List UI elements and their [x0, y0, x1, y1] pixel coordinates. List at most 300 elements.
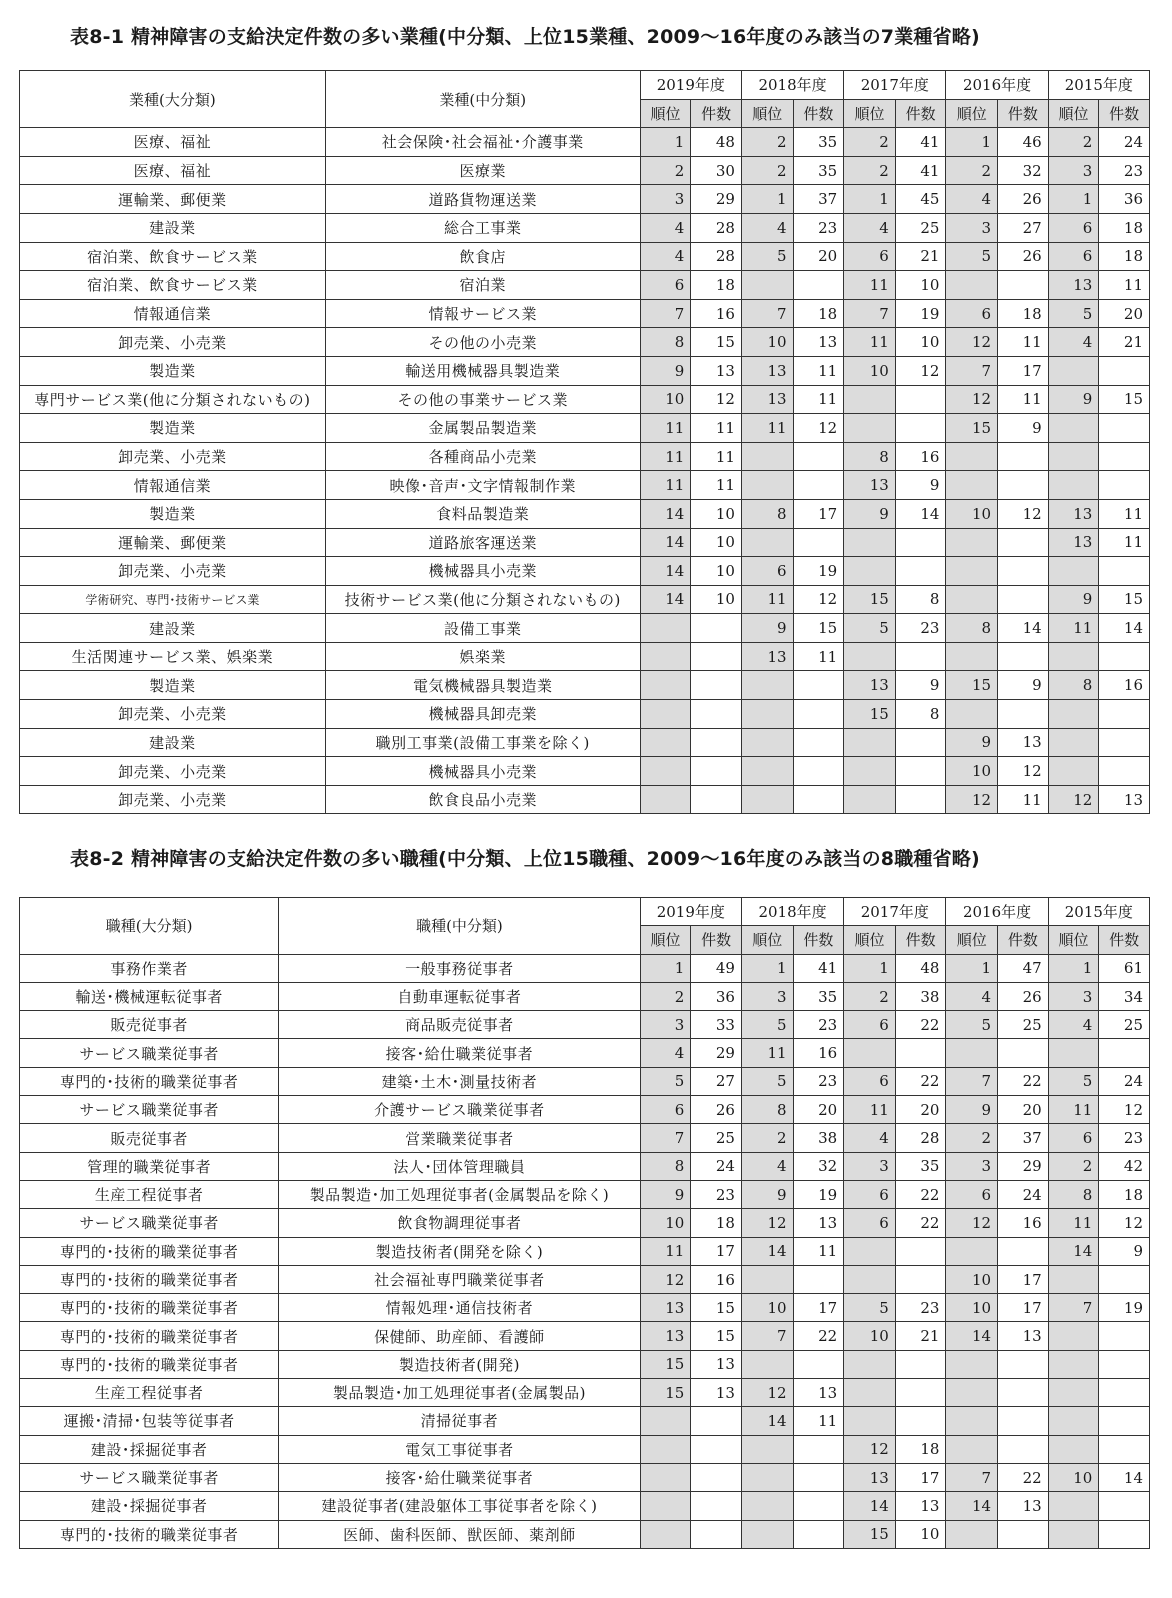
count-cell — [691, 1435, 742, 1463]
count-cell: 13 — [1099, 785, 1150, 814]
count-cell — [1099, 1407, 1150, 1435]
count-cell — [691, 642, 742, 671]
count-cell — [793, 442, 844, 471]
count-cell: 17 — [998, 1294, 1049, 1322]
middle-category-cell: 製品製造･加工処理従事者(金属製品を除く) — [279, 1180, 640, 1208]
count-cell: 11 — [1099, 528, 1150, 557]
rank-cell: 13 — [844, 1463, 896, 1491]
rank-cell: 14 — [844, 1492, 896, 1520]
table1-header-middle: 業種(中分類) — [325, 71, 640, 128]
rank-cell — [946, 1350, 998, 1378]
count-cell: 18 — [1099, 242, 1150, 271]
rank-cell: 10 — [844, 1322, 896, 1350]
count-cell — [895, 385, 946, 414]
rank-cell: 11 — [640, 471, 691, 500]
count-cell — [1099, 557, 1150, 586]
major-category-cell: 専門的･技術的職業従事者 — [20, 1350, 279, 1378]
table-row — [20, 1096, 1150, 1124]
middle-category-cell: 製品製造･加工処理従事者(金属製品) — [279, 1379, 640, 1407]
table-row — [20, 614, 1150, 643]
rank-cell — [1048, 1039, 1099, 1067]
count-cell: 18 — [1099, 213, 1150, 242]
rank-cell — [844, 1379, 896, 1407]
rank-cell: 2 — [844, 156, 896, 185]
count-cell — [895, 1407, 946, 1435]
table2-header-row — [20, 898, 1150, 926]
rank-cell: 6 — [844, 1209, 896, 1237]
rank-cell: 3 — [1048, 156, 1099, 185]
major-category-cell: 医療、福祉 — [20, 128, 326, 157]
table-row — [20, 185, 1150, 214]
count-cell: 15 — [691, 328, 742, 357]
middle-category-cell: 飲食物調理従事者 — [279, 1209, 640, 1237]
table-row — [20, 982, 1150, 1010]
count-cell — [998, 442, 1049, 471]
count-cell — [895, 1039, 946, 1067]
rank-cell: 2 — [844, 982, 896, 1010]
count-cell: 25 — [1099, 1011, 1150, 1039]
table-row — [20, 242, 1150, 271]
count-cell: 25 — [895, 213, 946, 242]
rank-cell — [946, 1435, 998, 1463]
middle-category-cell: 一般事務従事者 — [279, 954, 640, 982]
middle-category-cell: 飲食良品小売業 — [325, 785, 640, 814]
table-row — [20, 1294, 1150, 1322]
rank-cell — [741, 528, 793, 557]
count-cell: 19 — [1099, 1294, 1150, 1322]
count-cell — [895, 557, 946, 586]
count-cell: 15 — [691, 1294, 742, 1322]
rank-cell — [1048, 1435, 1099, 1463]
count-cell: 15 — [691, 1322, 742, 1350]
rank-cell: 3 — [844, 1152, 896, 1180]
table-row — [20, 128, 1150, 157]
rank-cell: 9 — [946, 1096, 998, 1124]
count-cell: 16 — [1099, 671, 1150, 700]
count-header: 件数 — [1099, 926, 1150, 954]
rank-cell — [640, 700, 691, 729]
table-row — [20, 1067, 1150, 1095]
rank-cell — [741, 757, 793, 786]
count-cell — [998, 1237, 1049, 1265]
rank-cell: 14 — [640, 528, 691, 557]
count-cell — [793, 785, 844, 814]
rank-cell: 13 — [1048, 271, 1099, 300]
count-cell: 20 — [895, 1096, 946, 1124]
middle-category-cell: 法人･団体管理職員 — [279, 1152, 640, 1180]
count-cell: 38 — [895, 982, 946, 1010]
table2-year-header: 2018年度 — [741, 898, 843, 926]
table-row — [20, 1350, 1150, 1378]
rank-cell: 6 — [844, 1011, 896, 1039]
rank-cell — [844, 557, 896, 586]
rank-cell: 9 — [1048, 585, 1099, 614]
rank-cell: 8 — [640, 1152, 691, 1180]
rank-cell: 5 — [640, 1067, 691, 1095]
count-cell: 22 — [895, 1209, 946, 1237]
rank-cell: 8 — [741, 1096, 793, 1124]
count-cell — [793, 1463, 844, 1491]
middle-category-cell: 機械器具小売業 — [325, 757, 640, 786]
count-cell: 16 — [895, 442, 946, 471]
count-cell: 16 — [691, 299, 742, 328]
count-cell — [1099, 728, 1150, 757]
middle-category-cell: 機械器具小売業 — [325, 557, 640, 586]
count-cell: 49 — [691, 954, 742, 982]
count-cell — [793, 671, 844, 700]
rank-cell — [1048, 414, 1099, 443]
count-cell — [895, 1265, 946, 1293]
count-cell — [895, 642, 946, 671]
rank-cell — [844, 642, 896, 671]
rank-cell: 13 — [640, 1294, 691, 1322]
table-row — [20, 271, 1150, 300]
rank-cell — [1048, 1322, 1099, 1350]
count-cell: 33 — [691, 1011, 742, 1039]
rank-cell: 9 — [844, 499, 896, 528]
rank-cell: 9 — [640, 1180, 691, 1208]
middle-category-cell: 接客･給仕職業従事者 — [279, 1039, 640, 1067]
rank-cell — [844, 728, 896, 757]
middle-category-cell: 輸送用機械器具製造業 — [325, 356, 640, 385]
count-cell: 48 — [691, 128, 742, 157]
table-row — [20, 1407, 1150, 1435]
rank-cell: 11 — [1048, 1096, 1099, 1124]
table-row — [20, 385, 1150, 414]
rank-cell: 15 — [946, 671, 998, 700]
rank-cell: 4 — [844, 213, 896, 242]
rank-cell — [1048, 1492, 1099, 1520]
rank-cell: 13 — [1048, 528, 1099, 557]
rank-cell — [946, 700, 998, 729]
rank-cell: 7 — [946, 1463, 998, 1491]
rank-header: 順位 — [946, 926, 998, 954]
table-row — [20, 728, 1150, 757]
count-cell: 17 — [895, 1463, 946, 1491]
count-cell: 23 — [1099, 156, 1150, 185]
rank-cell — [1048, 356, 1099, 385]
count-cell: 10 — [691, 557, 742, 586]
count-cell: 28 — [691, 242, 742, 271]
middle-category-cell: 技術サービス業(他に分類されないもの) — [325, 585, 640, 614]
middle-category-cell: 医療業 — [325, 156, 640, 185]
rank-cell — [1048, 1379, 1099, 1407]
major-category-cell: 運輸業、郵便業 — [20, 185, 326, 214]
count-cell: 11 — [998, 385, 1049, 414]
count-cell — [691, 757, 742, 786]
count-cell: 26 — [998, 242, 1049, 271]
count-cell: 22 — [895, 1067, 946, 1095]
count-cell: 10 — [691, 528, 742, 557]
count-cell: 46 — [998, 128, 1049, 157]
rank-cell: 10 — [640, 385, 691, 414]
count-cell: 24 — [998, 1180, 1049, 1208]
rank-cell — [844, 757, 896, 786]
rank-cell: 2 — [741, 128, 793, 157]
middle-category-cell: 飲食店 — [325, 242, 640, 271]
count-cell: 27 — [998, 213, 1049, 242]
count-header: 件数 — [691, 926, 742, 954]
major-category-cell: 製造業 — [20, 356, 326, 385]
count-cell — [998, 585, 1049, 614]
table-row — [20, 642, 1150, 671]
table-row — [20, 671, 1150, 700]
count-cell: 13 — [691, 1350, 742, 1378]
middle-category-cell: 社会福祉専門職業従事者 — [279, 1265, 640, 1293]
rank-cell: 1 — [741, 954, 793, 982]
rank-cell — [640, 671, 691, 700]
rank-cell: 4 — [640, 213, 691, 242]
count-cell: 10 — [895, 328, 946, 357]
count-cell: 24 — [1099, 128, 1150, 157]
major-category-cell: 卸売業、小売業 — [20, 442, 326, 471]
table-row — [20, 299, 1150, 328]
rank-cell: 6 — [1048, 242, 1099, 271]
count-cell — [1099, 442, 1150, 471]
count-cell — [691, 728, 742, 757]
count-cell: 19 — [793, 557, 844, 586]
rank-cell — [844, 1039, 896, 1067]
count-cell: 20 — [998, 1096, 1049, 1124]
rank-cell — [946, 442, 998, 471]
rank-cell: 8 — [741, 499, 793, 528]
table-row — [20, 954, 1150, 982]
major-category-cell: 建設･採掘従事者 — [20, 1492, 279, 1520]
rank-cell — [640, 1520, 691, 1548]
occupation-table — [19, 897, 1150, 1549]
count-cell: 24 — [691, 1152, 742, 1180]
count-cell: 10 — [691, 499, 742, 528]
table1-header-major: 業種(大分類) — [20, 71, 326, 128]
count-cell: 25 — [998, 1011, 1049, 1039]
count-cell: 19 — [895, 299, 946, 328]
count-cell: 18 — [793, 299, 844, 328]
rank-cell: 1 — [1048, 954, 1099, 982]
middle-category-cell: 金属製品製造業 — [325, 414, 640, 443]
count-cell: 11 — [793, 356, 844, 385]
count-cell — [998, 557, 1049, 586]
table-row — [20, 328, 1150, 357]
table1-year-header: 2015年度 — [1048, 71, 1149, 100]
count-cell: 41 — [793, 954, 844, 982]
count-cell — [691, 671, 742, 700]
rank-cell — [741, 1350, 793, 1378]
industry-table — [19, 70, 1150, 814]
count-cell: 32 — [998, 156, 1049, 185]
count-cell: 41 — [895, 128, 946, 157]
rank-cell: 12 — [946, 785, 998, 814]
count-cell: 14 — [998, 614, 1049, 643]
rank-cell: 15 — [844, 700, 896, 729]
major-category-cell: 情報通信業 — [20, 471, 326, 500]
rank-cell — [1048, 1350, 1099, 1378]
count-cell: 12 — [793, 414, 844, 443]
rank-cell: 4 — [640, 1039, 691, 1067]
count-cell: 17 — [793, 499, 844, 528]
count-cell — [998, 1039, 1049, 1067]
middle-category-cell: 製造技術者(開発を除く) — [279, 1237, 640, 1265]
count-cell: 16 — [998, 1209, 1049, 1237]
table-row — [20, 1039, 1150, 1067]
rank-cell — [640, 785, 691, 814]
count-cell: 37 — [998, 1124, 1049, 1152]
table1-year-header: 2017年度 — [844, 71, 946, 100]
count-cell — [998, 1435, 1049, 1463]
rank-cell — [640, 757, 691, 786]
rank-cell: 4 — [640, 242, 691, 271]
count-cell — [998, 1350, 1049, 1378]
count-cell: 47 — [998, 954, 1049, 982]
rank-cell: 2 — [946, 156, 998, 185]
count-cell: 10 — [895, 271, 946, 300]
rank-cell: 15 — [640, 1379, 691, 1407]
count-cell: 12 — [895, 356, 946, 385]
rank-cell — [741, 471, 793, 500]
rank-cell: 15 — [640, 1350, 691, 1378]
table-row — [20, 499, 1150, 528]
rank-cell — [741, 1435, 793, 1463]
table-row — [20, 700, 1150, 729]
rank-cell — [1048, 700, 1099, 729]
rank-cell: 4 — [946, 185, 998, 214]
rank-cell — [640, 642, 691, 671]
count-cell: 13 — [793, 328, 844, 357]
middle-category-cell: 食料品製造業 — [325, 499, 640, 528]
middle-category-cell: 設備工事業 — [325, 614, 640, 643]
rank-cell — [640, 1463, 691, 1491]
table-row — [20, 356, 1150, 385]
rank-cell: 12 — [946, 1209, 998, 1237]
rank-cell: 10 — [741, 328, 793, 357]
major-category-cell: 卸売業、小売業 — [20, 328, 326, 357]
rank-cell: 1 — [1048, 185, 1099, 214]
middle-category-cell: 宿泊業 — [325, 271, 640, 300]
rank-cell — [1048, 642, 1099, 671]
count-cell: 11 — [793, 1407, 844, 1435]
rank-cell: 10 — [844, 356, 896, 385]
table1-year-header: 2016年度 — [946, 71, 1048, 100]
count-cell — [793, 757, 844, 786]
count-cell: 18 — [895, 1435, 946, 1463]
table-row — [20, 557, 1150, 586]
rank-cell: 10 — [946, 757, 998, 786]
count-cell: 61 — [1099, 954, 1150, 982]
rank-cell: 15 — [946, 414, 998, 443]
middle-category-cell: 保健師、助産師、看護師 — [279, 1322, 640, 1350]
rank-cell: 14 — [741, 1407, 793, 1435]
middle-category-cell: 商品販売従事者 — [279, 1011, 640, 1039]
count-cell: 15 — [1099, 585, 1150, 614]
rank-cell: 13 — [844, 471, 896, 500]
count-cell — [1099, 1350, 1150, 1378]
count-cell: 16 — [691, 1265, 742, 1293]
major-category-cell: 宿泊業、飲食サービス業 — [20, 242, 326, 271]
count-cell: 9 — [895, 471, 946, 500]
count-cell — [998, 271, 1049, 300]
table2-year-header: 2015年度 — [1048, 898, 1149, 926]
count-cell — [691, 785, 742, 814]
count-cell: 13 — [793, 1209, 844, 1237]
rank-cell — [946, 642, 998, 671]
rank-cell — [1048, 728, 1099, 757]
rank-cell: 3 — [741, 982, 793, 1010]
count-cell — [691, 1520, 742, 1548]
rank-cell: 14 — [640, 585, 691, 614]
count-cell: 15 — [793, 614, 844, 643]
count-cell: 8 — [895, 700, 946, 729]
rank-cell — [1048, 1520, 1099, 1548]
table2-year-header: 2016年度 — [946, 898, 1048, 926]
count-cell: 18 — [691, 1209, 742, 1237]
middle-category-cell: 職別工事業(設備工事業を除く) — [325, 728, 640, 757]
count-cell — [1099, 642, 1150, 671]
rank-cell — [946, 528, 998, 557]
rank-cell: 14 — [741, 1237, 793, 1265]
count-cell: 9 — [998, 414, 1049, 443]
rank-cell: 2 — [741, 1124, 793, 1152]
count-cell: 22 — [895, 1011, 946, 1039]
count-cell: 20 — [793, 1096, 844, 1124]
rank-header: 順位 — [844, 99, 896, 128]
count-cell: 26 — [691, 1096, 742, 1124]
rank-cell: 5 — [1048, 1067, 1099, 1095]
rank-cell: 4 — [946, 982, 998, 1010]
rank-cell — [741, 1492, 793, 1520]
count-cell — [895, 414, 946, 443]
count-cell — [1099, 1379, 1150, 1407]
count-cell: 22 — [793, 1322, 844, 1350]
count-cell — [895, 1237, 946, 1265]
major-category-cell: サービス職業従事者 — [20, 1463, 279, 1491]
count-cell — [1099, 757, 1150, 786]
middle-category-cell: 映像･音声･文字情報制作業 — [325, 471, 640, 500]
rank-cell: 9 — [741, 1180, 793, 1208]
table-row — [20, 1492, 1150, 1520]
rank-cell — [1048, 442, 1099, 471]
major-category-cell: 運搬･清掃･包装等従事者 — [20, 1407, 279, 1435]
major-category-cell: 事務作業者 — [20, 954, 279, 982]
count-header: 件数 — [998, 926, 1049, 954]
count-cell: 20 — [1099, 299, 1150, 328]
rank-cell: 12 — [946, 385, 998, 414]
count-cell: 16 — [793, 1039, 844, 1067]
count-cell — [998, 700, 1049, 729]
rank-cell: 13 — [741, 385, 793, 414]
rank-cell: 12 — [741, 1209, 793, 1237]
rank-cell: 11 — [1048, 614, 1099, 643]
rank-cell: 3 — [946, 1152, 998, 1180]
rank-cell: 4 — [741, 213, 793, 242]
count-cell: 11 — [793, 1237, 844, 1265]
count-cell: 13 — [998, 1322, 1049, 1350]
rank-header: 順位 — [946, 99, 998, 128]
table-row — [20, 471, 1150, 500]
major-category-cell: 製造業 — [20, 671, 326, 700]
count-cell — [1099, 1435, 1150, 1463]
rank-cell: 5 — [741, 1067, 793, 1095]
rank-cell — [741, 1265, 793, 1293]
count-cell: 18 — [1099, 1180, 1150, 1208]
middle-category-cell: 総合工事業 — [325, 213, 640, 242]
count-cell — [793, 1435, 844, 1463]
rank-cell — [844, 414, 896, 443]
rank-cell — [844, 385, 896, 414]
rank-cell: 12 — [1048, 785, 1099, 814]
rank-cell — [844, 1350, 896, 1378]
middle-category-cell: 社会保険･社会福祉･介護事業 — [325, 128, 640, 157]
rank-cell: 3 — [946, 213, 998, 242]
count-cell — [998, 471, 1049, 500]
